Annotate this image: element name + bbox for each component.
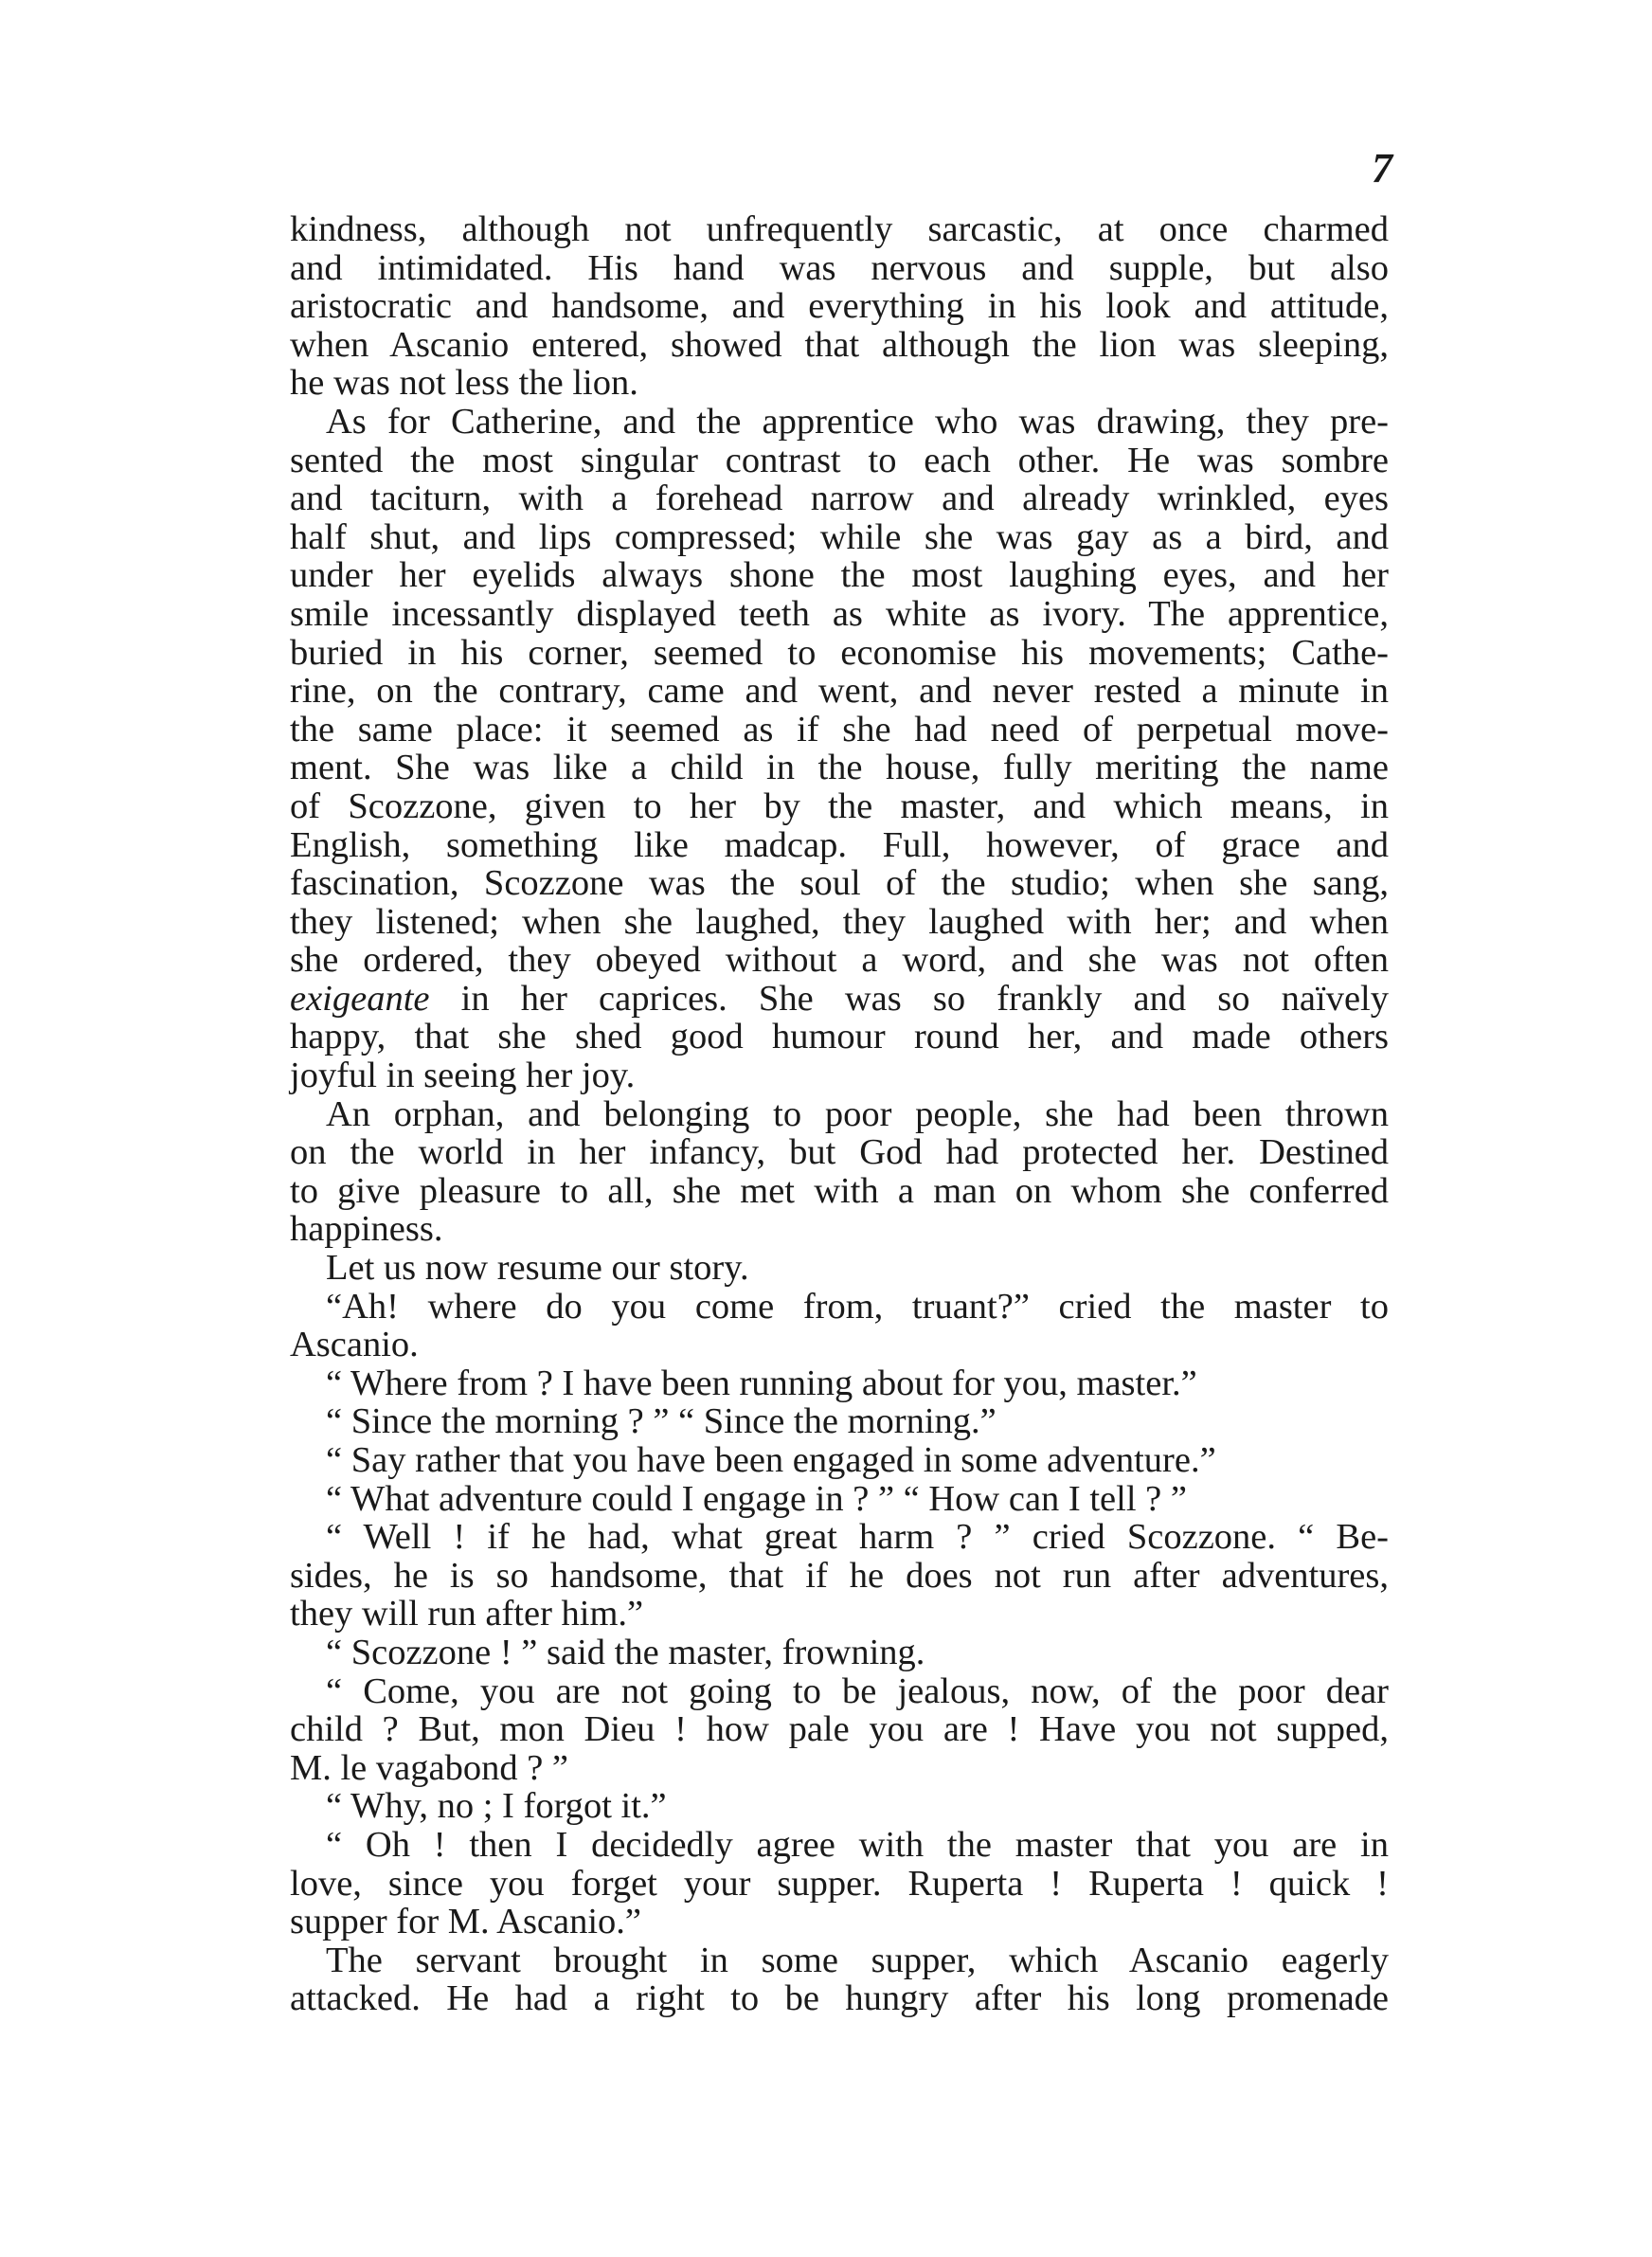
text-line: M. le vagabond ? ” [290, 1747, 568, 1788]
text-line: An orphan, and belonging to poor people, she had been thrown [326, 1093, 1389, 1134]
text-line: “ Say rather that you have been engaged in some adventure.” [326, 1440, 1216, 1480]
text-line: “ Where from ? I have been running about for you, master.” [326, 1363, 1197, 1403]
text-line: “ Why, no ; I forgot it.” [326, 1786, 667, 1827]
text-line: “ Oh ! then I decidedly agree with the master that you are in [326, 1824, 1389, 1865]
text-line: “ Come, you are not going to be jealous, now, of the poor dear [326, 1670, 1389, 1711]
text-line: child ? But, mon Dieu ! how pale you are ! Have you not supped, [290, 1709, 1389, 1750]
text-line: supper for M. Ascanio.” [290, 1902, 642, 1942]
text-line: “Ah! where do you come from, truant?” cried the master to [326, 1286, 1389, 1327]
text-line: “ What adventure could I engage in ? ” “ How can I tell ? ” [326, 1478, 1187, 1519]
text-line: sides, he is so handsome, that if he does not run after adventures, [290, 1555, 1389, 1596]
italic-word: exigeante [290, 978, 430, 1019]
text-line: he was not less the lion. [290, 363, 638, 404]
text-line: the same place: it seemed as if she had need of perpetual move- [290, 709, 1389, 749]
text-line: happiness. [290, 1209, 443, 1250]
text-line: kindness, although not unfrequently sarcastic, at once charmed [290, 209, 1389, 249]
text-line: to give pleasure to all, she met with a man on whom she conferred [290, 1170, 1389, 1211]
text-line: Ascanio. [290, 1325, 419, 1365]
text-line: “ Scozzone ! ” said the master, frowning. [326, 1632, 925, 1672]
text-line: and taciturn, with a forehead narrow and already wrinkled, eyes [290, 478, 1389, 519]
text-line: “ Well ! if he had, what great harm ? ” cried Scozzone. “ Be- [326, 1517, 1389, 1558]
text-line: when Ascanio entered, showed that although the lion was sleeping, [290, 324, 1389, 365]
text-line: fascination, Scozzone was the soul of the studio; when she sang, [290, 863, 1389, 904]
text-line: “ Since the morning ? ” “ Since the morning.” [326, 1401, 997, 1442]
text-line: they will run after him.” [290, 1594, 644, 1634]
text-line: love, since you forget your supper. Ruperta ! Ruperta ! quick ! [290, 1863, 1389, 1904]
text-line: half shut, and lips compressed; while she was gay as a bird, and [290, 516, 1389, 557]
text-line [290, 980, 1389, 1019]
text-line: rine, on the contrary, came and went, and never rested a minute in [290, 671, 1389, 712]
text-line: joyful in seeing her joy. [290, 1056, 636, 1096]
text-line: English, something like madcap. Full, however, of grace and [290, 824, 1389, 865]
text-line: happy, that she shed good humour round her, and made others [290, 1017, 1389, 1057]
text-line: under her eyelids always shone the most laughing eyes, and her [290, 555, 1389, 596]
text-line: and intimidated. His hand was nervous and supple, but also [290, 247, 1389, 288]
text-line: attacked. He had a right to be hungry after his long promenade [290, 1978, 1389, 2019]
text-line: buried in his corner, seemed to economise his movements; Cathe- [290, 632, 1389, 673]
text-line: sented the most singular contrast to each other. He was sombre [290, 440, 1389, 480]
text-line: she ordered, they obeyed without a word, and she was not often [290, 940, 1389, 981]
page-number: 7 [1372, 145, 1392, 191]
text-line: aristocratic and handsome, and everything in his look and attitude, [290, 286, 1389, 327]
text-line: As for Catherine, and the apprentice who was drawing, they pre- [326, 401, 1389, 442]
text-line: they listened; when she laughed, they laughed with her; and when [290, 901, 1389, 942]
body-text [290, 210, 1389, 2018]
text-line: The servant brought in some supper, which Ascanio eagerly [326, 1940, 1389, 1980]
text-line: ment. She was like a child in the house, fully meriting the name [290, 748, 1389, 788]
text-line: smile incessantly displayed teeth as white as ivory. The apprentice, [290, 593, 1389, 634]
text-line: of Scozzone, given to her by the master, and which means, in [290, 785, 1389, 826]
text-line: on the world in her infancy, but God had protected her. Destined [290, 1132, 1389, 1173]
text-line: Let us now resume our story. [326, 1248, 749, 1289]
line-text: in her caprices. She was so frankly and so naïvely [460, 978, 1389, 1019]
